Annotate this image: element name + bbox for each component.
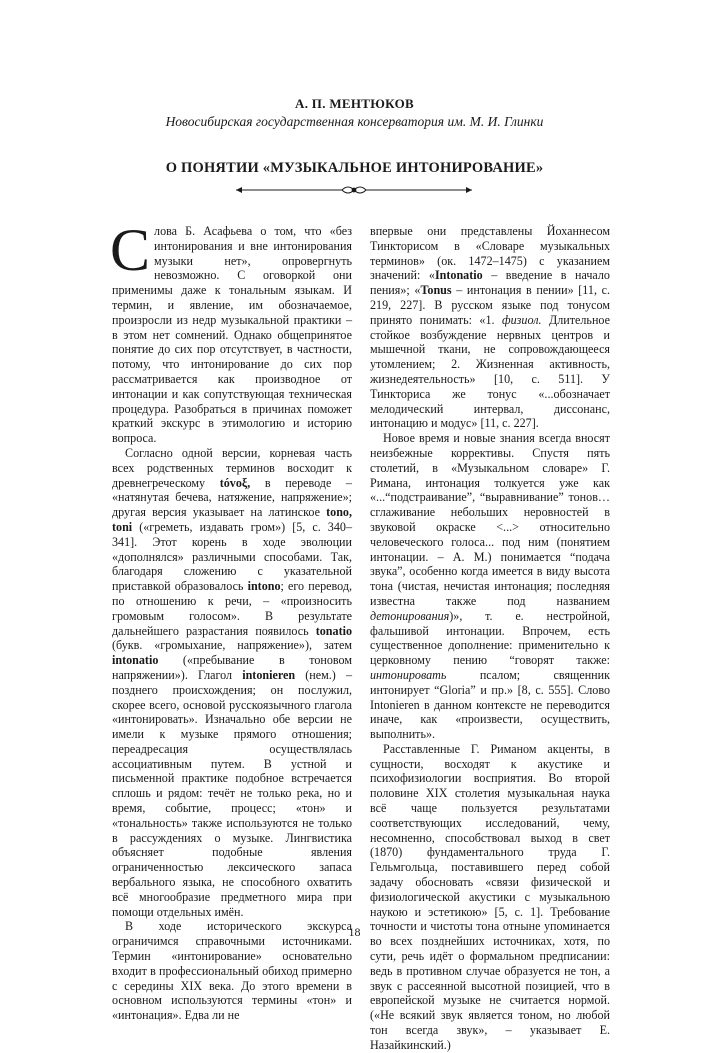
paragraph: Согласно одной версии, корневая часть всех родственных терминов восходит к древнегреческому tóvoξ, в переводе – «натянутая бечева, натяжение, напряжение»; другая версия указывает на латинское tono, toni («греметь, издавать гром») [5, с. 340–341]. Этот корень в ходе эволюции «дополнялся» различными способами. Так, благодаря сложению с указательной приставкой образовалось intono; его перевод, по отношению к речи, – «произносить громовым голосом». В результате дальнейшего разрастания появилось tonatio (букв. «громыхание, напряжение»), затем intonatio («пребывание в тоновом напряжении»). Глагол intonieren (нем.) – позднего происхождения; он послужил, скорее всего, основой русскоязычного глагола «интонировать». Изначально обе версии не имели к музыке прямого отношения; переадресация осуществлялась ассоциативным путем. В устной и письменной практике подобное встречается сплошь и рядом: течёт не только река, но и время, событие, процесс; «тон» и «тональность» также используются не только в рассуждениях о музыке. Лингвистика объясняет подобные явления ограниченностью лексического запаса вербального языка, не способного охватить всё многообразие предметного мира при помощи отдельных имён. (112, 445, 353, 919)
term: физиол. (502, 312, 542, 327)
term: intono (247, 579, 281, 594)
term: Tonus (420, 283, 452, 298)
paragraph: Слова Б. Асафьева о том, что «без интонирования и вне интонирования музыки нет», опровергнуть невозможно. С оговоркой они применимы даже к тональным языкам. И термин, и явление, им обозначаемое, произросли из недр музыкальной практики – в этом нет сомнений. Однако общепринятое понятие до сих пор отсутствует, в частности, потому, что интонирование до сих пор рассматривается как производное от интонации и как сопутствующая техническая процедура. Разобраться в причинах поможет краткий экскурс в этимологию и историю вопроса. (110, 217, 352, 446)
term: tóvoξ, (219, 475, 251, 490)
term: tono, toni (112, 505, 352, 534)
term: intonatio (112, 653, 159, 668)
term: Intonatio (434, 268, 483, 283)
article-title: О ПОНЯТИИ «МУЗЫКАЛЬНОЕ ИНТОНИРОВАНИЕ» (165, 160, 544, 176)
left-column (110, 217, 353, 1023)
affiliation: Новосибирская государственная консерватория им. М. И. Глинки (165, 114, 544, 129)
term: интонировать (370, 667, 447, 682)
drop-cap: С (110, 217, 151, 283)
term: детонирования (370, 608, 450, 623)
term: intonieren (242, 667, 296, 682)
paragraph: Новое время и новые знания всегда вносят неизбежные коррективы. Спустя пять столетий, в «Музыкальном словаре» Г. Римана, интонация толкуется уже как «...“подстраивание”, “выравнивание” тонов… сглаживание небольших неровностей в звуковой окраске <...> относительно человеческого голоса... под ним (понятием интонации. – А. М.) понимается “подача звука”, особенно когда имеется в виду высота тона (чистая, нечистая интонация; последняя известна также под названием детонирования)», т. е. нестройной, фальшивой интонации. Впрочем, есть существенное дополнение: применительно к церковному пению “говорят также: интонировать псалом; священник интонирует “Gloria” и пр.» [8, с. 555]. Слово Intonieren в данном контексте не переводится иначе, как «произвести, осуществить, выполнить». (370, 431, 610, 742)
term: tonatio (315, 623, 352, 638)
author-name: А. П. МЕНТЮКОВ (295, 96, 414, 111)
paragraph: В ходе исторического экскурса ограничимся справочными источниками. Термин «интонирование» основательно входит в профессиональный обиход примерно с середины XIX века. До этого времени в основном используются термины «тон» и «интонация». Едва ли не (112, 919, 352, 1023)
ornament-divider-icon (234, 183, 474, 197)
page-number: 18 (348, 925, 361, 939)
paragraph: Расставленные Г. Риманом акценты, в сущности, восходят к акустике и психофизиологии восприятия. Во второй половине XIX столетия музыкальная наука всё чаще пользуется результатами соответствующих исследований, чему, несомненно, способствовал выход в свет (1870) фундаментального труда Г. Гельмгольца, поставившего перед собой задачу обосновать «связи физической и физиологической акустики с музыкальною наукою и эстетикою» [5, с. 1]. Требование точности и чистоты тона отныне упоминается во всех позднейших источниках, хотя, по сути, речь идёт о формальном предписании: ведь в противном случае образуется не тон, а звук с рассеянной высотной позицией, что в европейской музыке не считается нормой. («Не всякий звук является тоном, но любой тон всегда звук», – указывает Е. Назайкинский.) (370, 741, 610, 1052)
paragraph: впервые они представлены Йоханнесом Тинкторисом в «Словаре музыкальных терминов» (ок. 1472–1475) с указанием значений: «Intonatio – введение в начало пения»; «Tonus – интонация в пении» [11, с. 219, 227]. В русском языке под тонусом принято понимать: «1. физиол. Длительное стойкое возбуждение нервных центров и мышечной ткани, не сопровождающееся утомлением; 2. Жизненная активность, жизнедеятельность» [10, с. 511]. У Тинкториса же тонус «...обозначает мелодический интервал, диссонанс, интонацию и модус» [11, с. 227]. (370, 224, 610, 431)
